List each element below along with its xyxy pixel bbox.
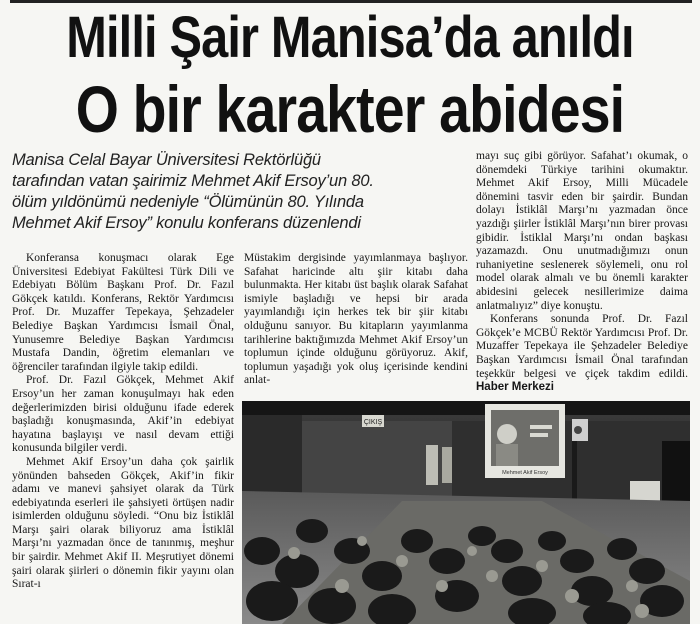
article-column-2 [244, 252, 468, 388]
paragraph [476, 313, 688, 395]
paragraph: Mehmet Akif Ersoy’un daha çok şairlik yönünden bahseden Gökçek, Akif’in fikir adamı ve manevi şahsiyet olarak da Türk edebiyatında eserleri ile şahsiyeti örtüşen nadir isimlerden olduğunu söyledi. “Onu biz İstiklâl Marşı şairi olarak biliyoruz ama İstiklâl Marşı’nı yazmadan önce de tanınmış, meşhur bir şairdir. Mehmet Akif II. Meşrutiyet dönemi şairi olarak şiirleri o dönemin fikir yayını olan Sırat-ı [12, 455, 234, 591]
conference-photo [242, 401, 690, 624]
headline-line-2: O bir karakter abidesi [75, 72, 625, 146]
paragraph-text: Konferans sonunda Prof. Dr. Fazıl Gökçek’e MCBÜ Rektör Yardımcısı Prof. Dr. Muzaffer Tepekaya ile Şehzadeler Belediye Başkan Yardımcısı İsmail Önal tarafından teşekkür belgesi ve çiçek takdim edildi. [476, 313, 688, 380]
exit-sign-text: ÇIKIŞ [363, 419, 383, 426]
paragraph: Müstakim dergisinde yayımlanmaya başlıyor. Safahat haricinde altı şiir kitabı daha bulunmakta. Her kitabı üst başlık olarak Safahat ismiyle başladığı ve hepsi bir arada yayımlandığı için herkes tek bir şiir kitabı olduğunu sanıyor. Bu kitapların yayımlanma tarihlerine baktığımızda Mehmet Akif Ersoy’un toplumun içinde olduğunu görüyoruz. Akif, toplumun yaşadığı yok oluş içerisinde kendini anlat- [244, 252, 468, 387]
paragraph: Prof. Dr. Fazıl Gökçek, Mehmet Akif Ersoy’un her zaman konuşulmayı hak eden değerlerimizden birisi olduğunu ifade ederek başladığı konuşmasında, Akif’in edebiyat hayatına başlayışı ve nasıl devam ettiği konusunda bilgiler verdi. [12, 374, 234, 455]
conference-hall-illustration [242, 401, 690, 624]
lead-line: Manisa Celal Bayar Üniversitesi Rektörlüğü [12, 151, 321, 169]
lead-paragraph [12, 150, 464, 234]
article-column-3 [476, 150, 688, 395]
paragraph: mayı suç gibi görüyor. Safahat’ı okumak, o dönemdeki Türkiye tarihini okumaktır. Mehmet Akif Ersoy, Milli Mücadele dönemini tasvir eden bir şairdir. Bundan dolayı İstiklâl Marşı’nı yazmadan önce yazdığı şiirler İstiklâl Marşı’nın birer provası gibidir. İstiklal Marşı’nı ondan başkası yazamazdı. Onu unutmadığımızı onun ruhaniyetine seslenerek söylemeli, onu rol model olarak almalı ve bu önemli karakter abidesini gelecek nesillerimize daima anlatmalıyız” diye konuştu. [476, 150, 688, 312]
headline-line-1: Milli Şair Manisa’da anıldı [66, 5, 634, 70]
paragraph: Konferansa konuşmacı olarak Ege Üniversitesi Edebiyat Fakültesi Türk Dili ve Edebiyatı Bölüm Başkanı Prof. Dr. Fazıl Gökçek katıldı. Konferans, Rektör Yardımcısı Prof. Dr. Muzaffer Tepekaya, Şehzadeler Belediye Başkan Yardımcısı İsmail Önal, Yunusemre Belediye Başkan Yardımcısı Mustafa Dandin, öğretim elemanları ve öğrenciler tarafından ilgiyle takip edildi. [12, 252, 234, 373]
lead-line: ölüm yıldönümü nedeniyle “Ölümünün 80. Yılında [12, 193, 364, 211]
lead-line: Mehmet Akif Ersoy” konulu konferans düzenlendi [12, 214, 361, 232]
article-column-1 [12, 252, 234, 592]
top-rule [10, 0, 692, 3]
screen-caption: Mehmet Akif Ersoy [502, 470, 548, 476]
byline: Haber Merkezi [476, 381, 554, 394]
lead-line: tarafından vatan şairimiz Mehmet Akif Ersoy’un 80. [12, 172, 374, 190]
